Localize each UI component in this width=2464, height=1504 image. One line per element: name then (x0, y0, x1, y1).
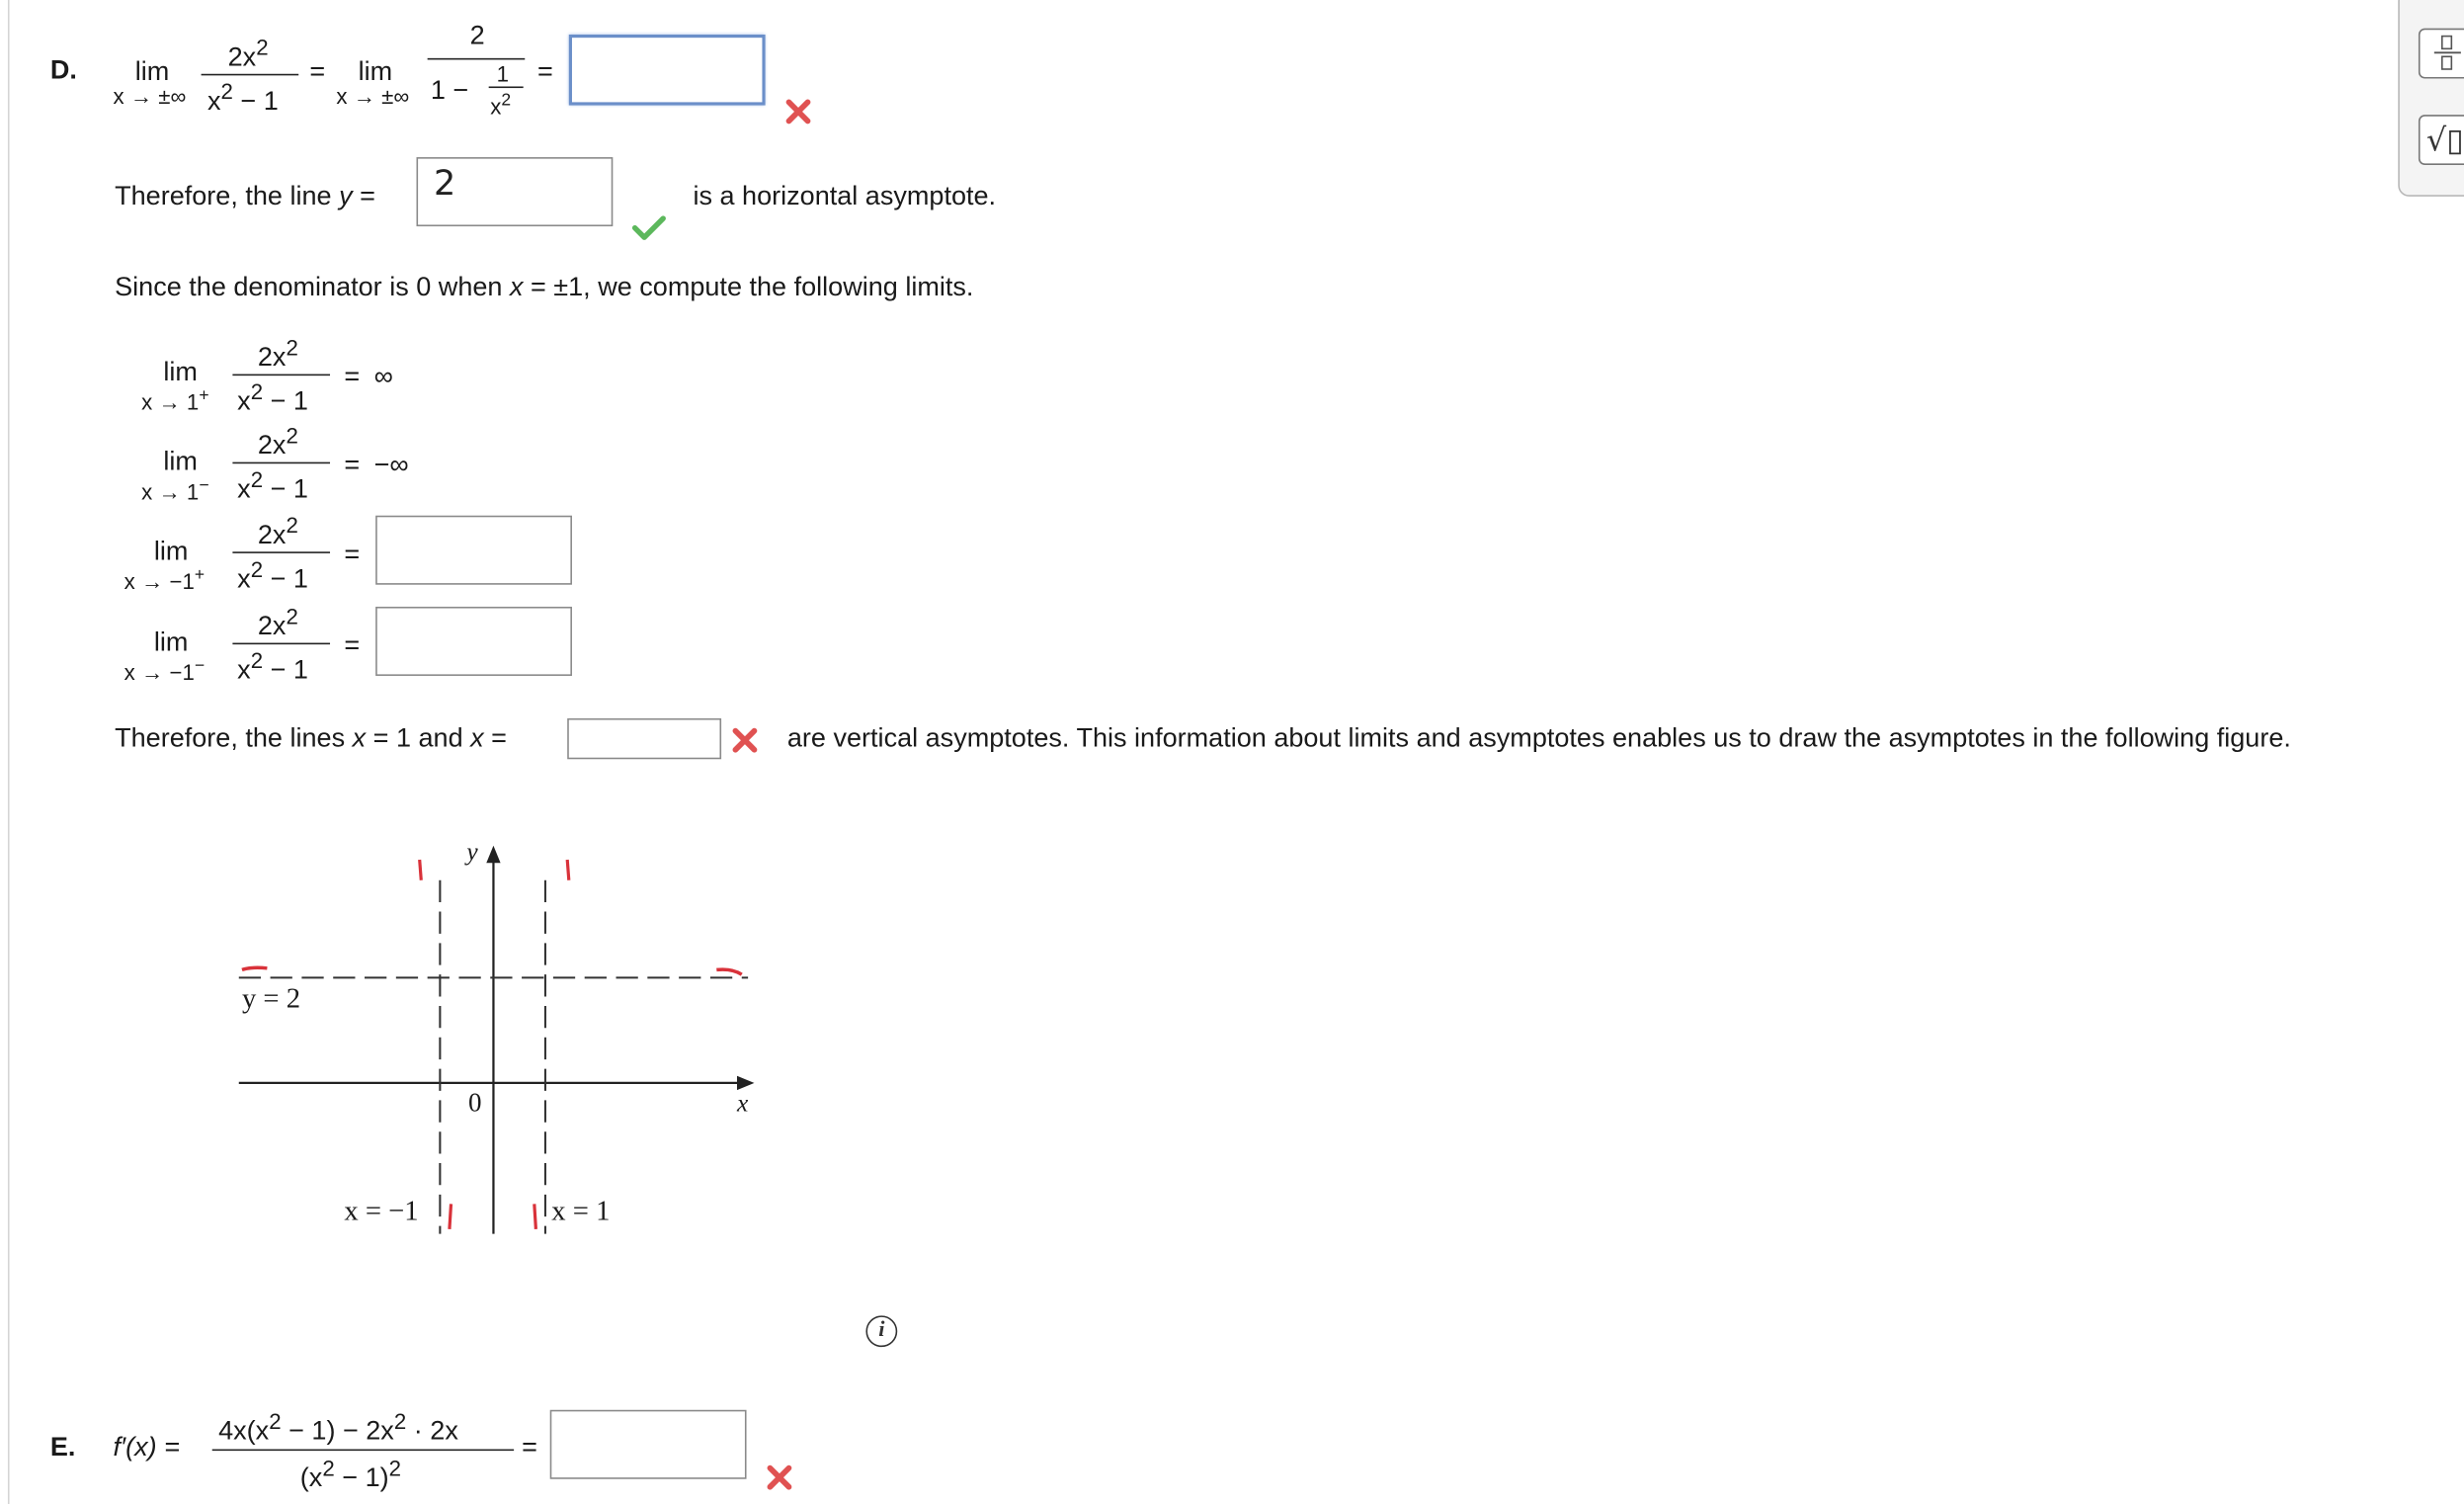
limit-result: ∞ (373, 361, 393, 392)
vertical-asymptote-input[interactable] (567, 718, 721, 759)
lim-word: lim (153, 536, 189, 566)
fraction-bar (232, 462, 330, 464)
lim-word: lim (163, 357, 198, 387)
fraction-numerator: $2x^2$ (257, 603, 298, 641)
content-left-border (8, 0, 10, 1504)
fraction-numerator: 2 (469, 20, 485, 50)
derivative-lhs: f′(x) = (113, 1432, 180, 1462)
vertical-asymptote-sentence: Therefore, the lines x = 1 and x = (115, 722, 507, 753)
fraction-denominator: $x^2 - 1$ (237, 378, 308, 416)
equals-sign: = (522, 1432, 537, 1462)
curve-mark-right-end (716, 969, 741, 974)
fraction-denominator: $x^2 - 1$ (206, 78, 279, 117)
fraction-denominator: $x^2 - 1$ (237, 466, 308, 505)
part-d-label: D. (49, 54, 77, 85)
sqrt-tool-button[interactable] (2419, 115, 2464, 165)
inner-fraction-numerator: 1 (496, 61, 510, 87)
fraction-bar (202, 74, 299, 76)
curve-mark-right-top (567, 860, 569, 880)
equals-sign: = (344, 629, 361, 661)
horizontal-asymptote-sentence: Therefore, the line y = (115, 180, 375, 211)
derivative-answer-input[interactable] (550, 1410, 747, 1479)
curve-mark-left-end (242, 967, 267, 969)
origin-label: 0 (467, 1087, 482, 1118)
sqrt-icon: √▯ (2425, 121, 2464, 159)
left-asymptote-label: x = −1 (344, 1194, 419, 1226)
x-axis-arrow (737, 1076, 754, 1090)
since-denominator-sentence: Since the denominator is 0 when x = ±1, we compute the following limits. (115, 272, 974, 302)
fraction-numerator: $2x^2$ (257, 422, 298, 460)
fraction-denominator: $x^2 - 1$ (237, 647, 308, 685)
fraction-tool-button[interactable] (2419, 29, 2464, 79)
inner-fraction-denominator: $x^2$ (490, 91, 512, 120)
derivative-denominator: $(x^2 - 1)^2$ (299, 1455, 402, 1493)
horizontal-asymptote-label: y = 2 (241, 982, 301, 1014)
horizontal-asymptote-suffix: is a horizontal asymptote. (693, 180, 997, 211)
fraction-numerator: $2x^2$ (227, 34, 269, 72)
right-asymptote-label: x = 1 (551, 1194, 611, 1226)
lim-subscript: x → −1+ (123, 565, 205, 594)
incorrect-x-icon (784, 98, 813, 126)
correct-check-icon (631, 213, 666, 242)
fraction-bar (232, 375, 330, 376)
info-icon[interactable]: i (865, 1315, 897, 1347)
derivative-numerator: $4x(x^2 - 1) - 2x^2 \cdot 2x$ (218, 1408, 458, 1446)
lim-subscript: x → −1− (123, 656, 205, 685)
limit-minus1-plus-input[interactable] (375, 516, 572, 585)
fraction-numerator: $2x^2$ (257, 512, 298, 550)
curve-mark-left-bottom (450, 1204, 452, 1228)
equals-sign: = (344, 361, 361, 392)
fraction-bar (232, 643, 330, 645)
lim-word: lim (153, 627, 189, 657)
curve-mark-left-top (420, 860, 422, 880)
lim-word: lim (358, 56, 393, 87)
inner-fraction-bar (489, 86, 524, 88)
lim-subscript: x → 1+ (141, 386, 209, 415)
equals-sign: = (344, 539, 361, 569)
lim-subscript: x → 1− (141, 475, 209, 505)
fraction-bar (428, 58, 526, 60)
lim-subscript: x → ±∞ (113, 83, 187, 109)
limit-result: −∞ (373, 449, 409, 480)
lim-subscript: x → ±∞ (336, 83, 410, 109)
math-tool-panel (2398, 0, 2464, 197)
fraction-bar (212, 1450, 514, 1452)
vertical-asymptote-suffix: are vertical asymptotes. This information about limits and asymptotes enables us to draw the asymptotes in the following figure. (786, 722, 2291, 753)
equals-sign: = (536, 56, 553, 87)
fraction-denominator: $x^2 - 1$ (237, 556, 308, 594)
x-axis-label: x (736, 1090, 749, 1118)
limit-minus1-minus-input[interactable] (375, 607, 572, 676)
equals-sign: = (344, 449, 361, 480)
fraction-numerator: $2x^2$ (257, 334, 298, 373)
fraction-denominator-lead: 1 − (430, 75, 469, 106)
incorrect-x-icon (766, 1463, 794, 1492)
lim-word: lim (134, 56, 170, 87)
incorrect-x-icon (731, 726, 760, 755)
limit-answer-input[interactable] (569, 35, 766, 106)
fraction-icon (2421, 30, 2464, 75)
lim-word: lim (163, 446, 198, 476)
curve-mark-right-bottom (534, 1204, 536, 1228)
y-axis-arrow (486, 846, 500, 863)
part-e-label: E. (49, 1432, 76, 1462)
y-axis-label: y (466, 839, 478, 867)
equals-sign: = (309, 56, 326, 87)
horizontal-asymptote-input[interactable]: 2 (417, 157, 614, 226)
asymptote-figure (220, 833, 786, 1257)
fraction-bar (232, 551, 330, 553)
